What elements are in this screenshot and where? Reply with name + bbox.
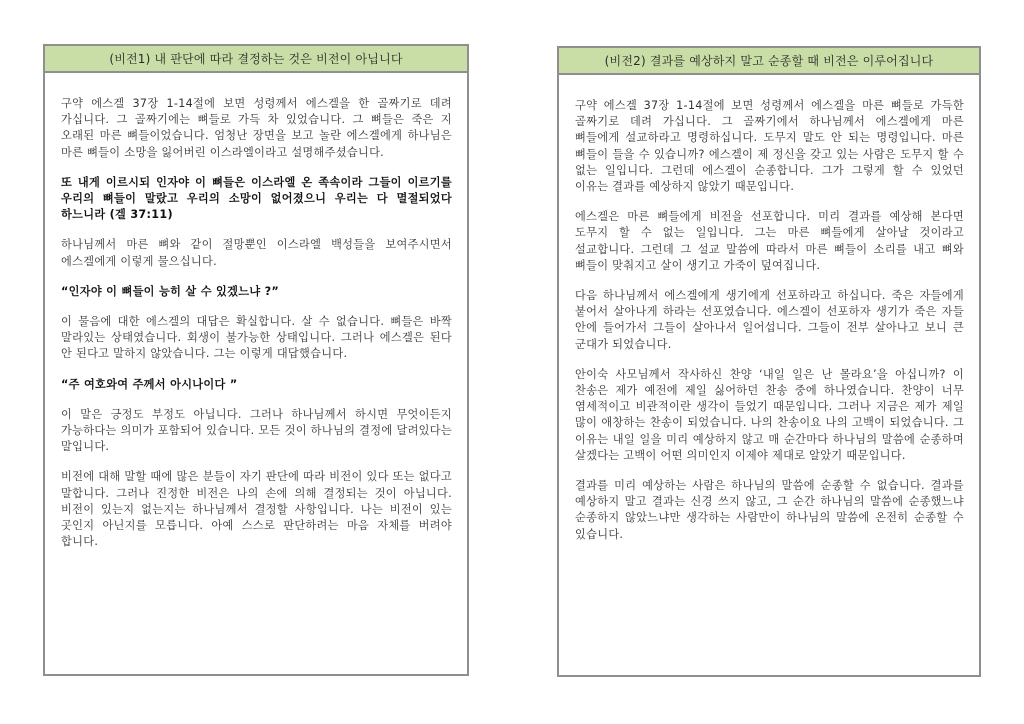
paragraph: 이 물음에 대한 에스겔의 대답은 확실합니다. 살 수 없습니다. 뼈들은 바짝 말라있는 상태였습니다. 회생이 불가능한 상태입니다. 그러나 에스겔은 된다 안 된다고 말하지 않았습니다. 그는 이렇게 대답했습니다. — [61, 315, 452, 361]
paragraph: 안이숙 사모님께서 작사하신 찬양 ‘내일 일은 난 몰라요’을 아십니까? 이 찬송은 제가 예전에 제일 싫어하던 찬송 중에 하나였습니다. 찬양이 너무 염세적이고 비관적이란 생각이 들었기 때문입니다. 그러나 지금은 제가 제일 많이 애창하는 찬송이 되었습니다. 나의 찬송이요 나의 고백이 되었습니다. 그 이유는 내일 일을 미리 예상하지 않고 매 순간마다 하나님의 말씀에 순종하며 살겠다는 고백이 어떤 의미인지 이제야 제대로 알았기 때문입니다. — [575, 367, 964, 462]
scripture-quote: 또 내게 이르시되 인자야 이 뼈들은 이스라엘 온 족속이라 그들이 이르기를 우리의 뼈들이 말랐고 우리의 소망이 없어졌으니 우리는 다 멸절되었다 하느니라 (겔 37:11) — [61, 175, 452, 222]
paragraph: 구약 에스겔 37장 1-14절에 보면 성령께서 에스겔을 마른 뼈들로 가득한 골짜기로 데려 가십니다. 그 골짜기에서 하나님께서 에스겔에게 마른 뼈들에게 설교하라고 명령하십니다. 도무지 말도 안 되는 명령입니다. 마른 뼈들이 들을 수 있습니까? 에스겔이 제 정신을 갖고 있는 사람은 도무지 할 수 없는 일입니다. 그런데 에스겔이 순종합니다. 그가 그렇게 할 수 있었던 이유는 결과를 예상하지 않았기 때문입니다. — [575, 99, 964, 194]
paragraph: 비전에 대해 말할 때에 많은 분들이 자기 판단에 따라 비전이 있다 또는 없다고 말합니다. 그러나 진정한 비전은 나의 손에 의해 결정되는 것이 아닙니다. 비전이 있는지 없는지는 하나님께서 결정할 사항입니다. 나는 비전이 있는 곳인지 아닌지를 모릅니다. 아예 스스로 판단하려는 마음 자체를 버려야 합니다. — [61, 470, 452, 549]
paragraph: 결과를 미리 예상하는 사람은 하나님의 말씀에 순종할 수 없습니다. 결과를 예상하지 말고 결과는 신경 쓰지 않고, 그 순간 하나님의 말씀에 순종했느냐 순종하지 않았느냐만 생각하는 사람만이 하나님의 말씀에 온전히 순종할 수 있습니다. — [575, 479, 964, 541]
answer-quote: “주 여호와여 주께서 아시나이다 ” — [61, 377, 238, 391]
paragraph: 에스겔은 마른 뼈들에게 비전을 선포합니다. 미리 결과를 예상해 본다면 도무지 할 수 없는 일입니다. 그는 마른 뼈들에게 살아날 것이라고 설교합니다. 그런데 그 설교 말씀에 따라서 마른 뼈들이 소리를 내고 뼈와 뼈들이 맞춰지고 살이 생기고 가죽이 덮여집니다. — [575, 210, 964, 272]
paragraph: 하나님께서 마른 뼈와 같이 절망뿐인 이스라엘 백성들을 보여주시면서 에스겔에게 이렇게 물으십니다. — [61, 238, 452, 268]
panel-body — [575, 98, 964, 557]
panel-body — [61, 96, 452, 564]
panel-title: (비전1) 내 판단에 따라 결정하는 것은 비전이 아닙니다 — [45, 46, 467, 73]
panel-vision-2 — [557, 46, 981, 677]
panel-title: (비전2) 결과를 예상하지 말고 순종할 때 비전은 이루어집니다 — [559, 48, 979, 75]
paragraph: 구약 에스겔 37장 1-14절에 보면 성령께서 에스겔을 한 골짜기로 데려 가십니다. 그 골짜기에는 뼈들로 가득 차 있었습니다. 그 뼈들은 죽은 지 오래된 마른 뼈들이었습니다. 엄청난 장면을 보고 놀란 에스겔에게 하나님은 마른 뼈들이 소망을 잃어버린 이스라엘이라고 설명해주셨습니다. — [61, 97, 452, 159]
panel-vision-1 — [43, 44, 469, 676]
paragraph: 다음 하나님께서 에스겔에게 생기에게 선포하라고 하십니다. 죽은 자들에게 붙어서 살아나게 하라는 선포였습니다. 에스겔이 선포하자 생기가 죽은 자들 안에 들어가서 그들이 살아나서 일어섭니다. 그들이 전부 살아나고 보니 큰 군대가 되었습니다. — [575, 289, 964, 351]
paragraph: 이 말은 긍정도 부정도 아닙니다. 그러나 하나님께서 하시면 무엇이든지 가능하다는 의미가 포함되어 있습니다. 모든 것이 하나님의 결정에 달려있다는 말입니다. — [61, 407, 452, 454]
question-quote: “인자야 이 뼈들이 능히 살 수 있겠느냐 ?” — [61, 284, 280, 298]
